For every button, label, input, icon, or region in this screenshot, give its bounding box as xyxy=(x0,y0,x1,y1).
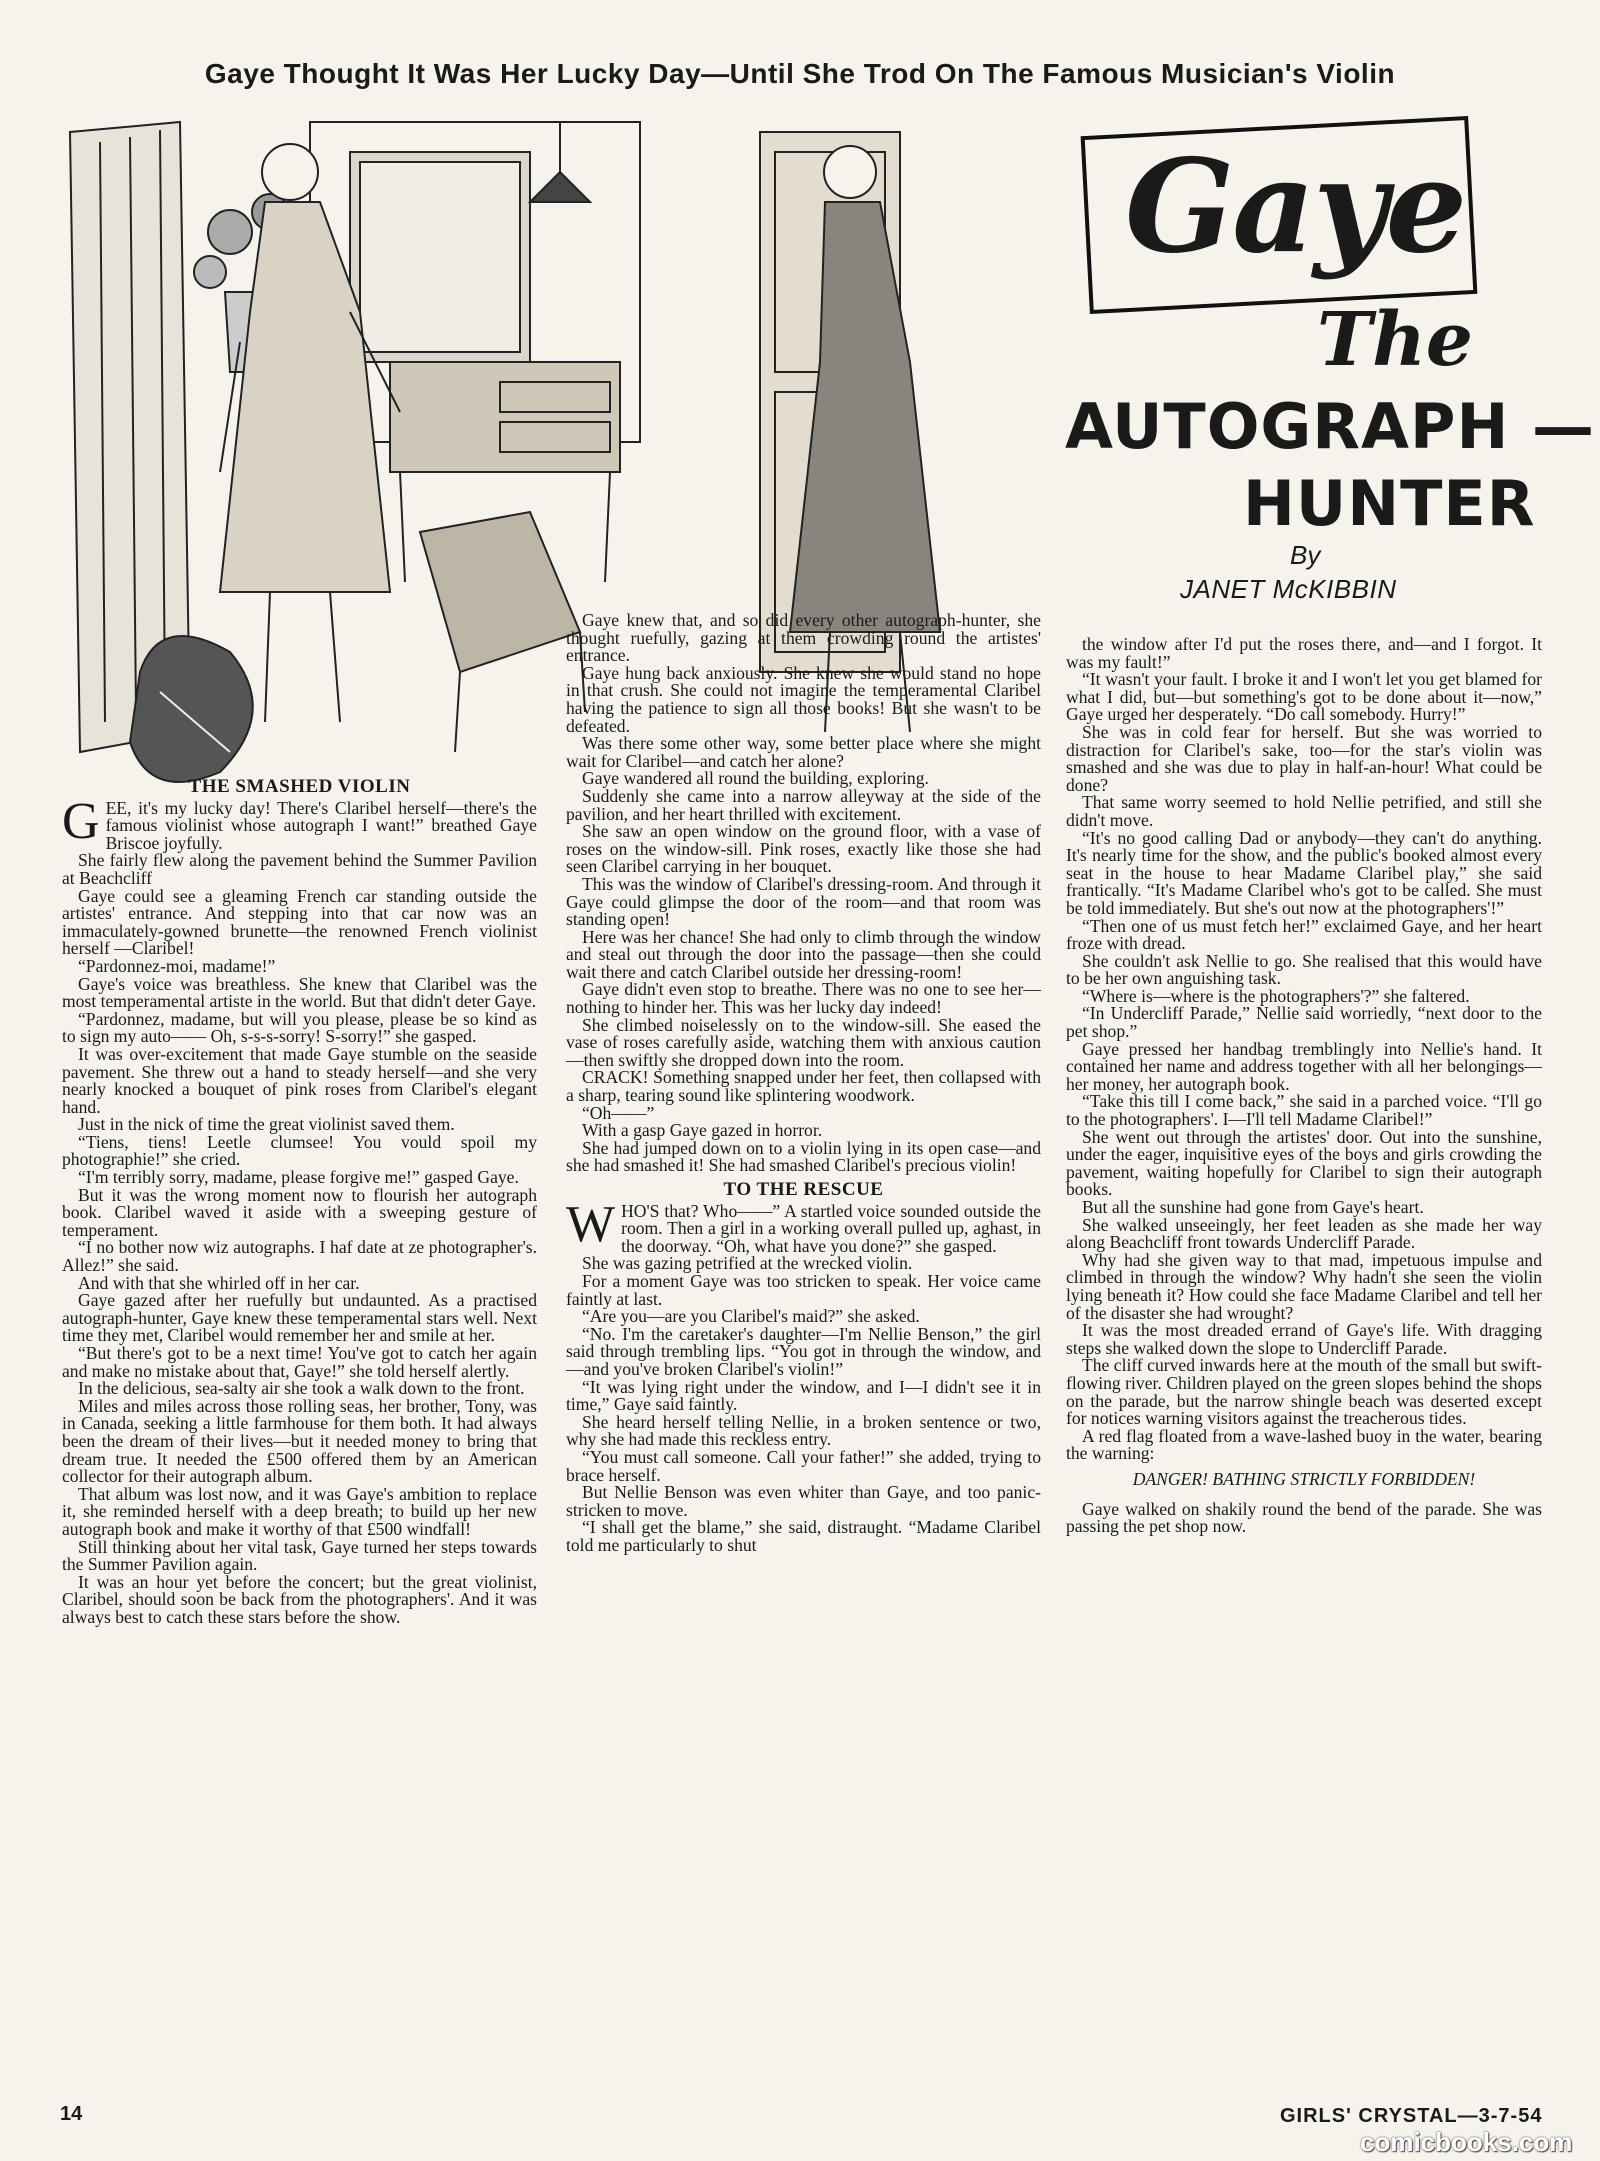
story-paragraph: “In Undercliff Parade,” Nellie said worriedly, “next door to the pet shop.” xyxy=(1066,1003,1542,1042)
story-paragraph: “You must call someone. Call your father!” she added, trying to brace herself. xyxy=(566,1446,1041,1485)
story-paragraph: She was in cold fear for herself. But she was worried to distraction for Claribel's sake, too—for the star's violin was smashed and she was due to play in half-an-hour! What could be done? xyxy=(1066,721,1542,795)
story-paragraph: That album was lost now, and it was Gaye's ambition to replace it, she reminded herself with a deep breath; to build up her new autograph book and make it worthy of that £500 windfall! xyxy=(62,1483,537,1539)
story-paragraph: Gaye pressed her handbag tremblingly into Nellie's hand. It contained her name and address together with all her belongings—her money, her autograph book. xyxy=(1066,1038,1542,1094)
story-paragraph: “I'm terribly sorry, madame, please forgive me!” gasped Gaye. xyxy=(78,1167,519,1188)
story-paragraph: This was the window of Claribel's dressing-room. And through it Gaye could glimpse the door of the room—and that room was standing open! xyxy=(566,873,1041,930)
story-paragraph: “Where is—where is the photographers'?” she faltered. xyxy=(1082,985,1470,1006)
story-paragraph: “But there's got to be a next time! You've got to catch her again and make no mistake about that, Gaye!” she told herself alertly. xyxy=(62,1343,537,1381)
story-paragraph: She heard herself telling Nellie, in a broken sentence or two, why she had made this reckless entry. xyxy=(566,1411,1041,1450)
story-paragraph: She couldn't ask Nellie to go. She realised that this would have to be her own anguishing task. xyxy=(1066,950,1542,989)
story-paragraph: In the delicious, sea-salty air she took a walk down to the front. xyxy=(78,1378,525,1399)
story-paragraph: Was there some other way, some better place where she might wait for Claribel—and catch her alone? xyxy=(566,733,1041,771)
section-heading: THE SMASHED VIOLIN xyxy=(188,776,411,797)
title-line-2: HUNTER xyxy=(1243,467,1536,540)
warning-sign-text: DANGER! BATHING STRICTLY FORBIDDEN! xyxy=(1132,1468,1476,1489)
story-title-block xyxy=(1065,112,1595,612)
story-paragraph: Miles and miles across those rolling seas, her brother, Tony, was in Canada, seeking a little farmhouse for them both. It had always been the dream of their lives—but it needed money to bring that dream true. It needed the £500 offered them by an American collector for their autograph album. xyxy=(62,1395,537,1487)
byline-by: By xyxy=(1290,540,1321,570)
story-paragraph: Gaye's voice was breathless. She knew that Claribel was the most temperamental artiste in the world. But that didn't deter Gaye. xyxy=(62,973,537,1012)
story-paragraph: She walked unseeingly, her feet leaden as she made her way along Beachcliff front towards Undercliff Parade. xyxy=(1066,1214,1542,1253)
story-paragraph: For a moment Gaye was too stricken to speak. Her voice came faintly at last. xyxy=(566,1270,1041,1309)
story-paragraph: She was gazing petrified at the wrecked violin. xyxy=(582,1253,913,1274)
paragraph-text: HO'S that? Who——” A startled voice sounded outside the room. Then a girl in a working overall pulled up, aghast, in the doorway. “Oh, what have you done?” she gasped. xyxy=(621,1200,1041,1256)
story-paragraph: “Oh——” xyxy=(582,1102,655,1123)
story-paragraph: And with that she whirled off in her car. xyxy=(78,1272,360,1293)
story-paragraph: “It was lying right under the window, and I—I didn't see it in time,” Gaye said faintly. xyxy=(566,1376,1041,1415)
story-paragraph: Gaye could see a gleaming French car standing outside the artistes' entrance. And stepping into that car now was an immaculately-gowned brunette—the renowned French violinist herself —Claribel! xyxy=(62,885,537,959)
story-paragraph: “Pardonnez-moi, madame!” xyxy=(78,955,276,976)
story-paragraph xyxy=(566,1195,1041,1256)
story-paragraph: “Take this till I come back,” she said in a parched voice. “I'll go to the photographers'. I—I'll tell Madame Claribel!” xyxy=(1066,1091,1542,1130)
story-paragraph: The cliff curved inwards here at the mouth of the small but swift-flowing river. Children played on the green slopes behind the shops on the parade, but the narrow shingle beach was deserted except for notices warning visitors against the treacherous tides. xyxy=(1066,1355,1542,1429)
story-paragraph: A red flag floated from a wave-lashed buoy in the water, bearing the warning: xyxy=(1066,1425,1542,1464)
story-paragraph: “I no bother now wiz autographs. I haf date at ze photographer's. Allez!” she said. xyxy=(62,1237,537,1276)
story-paragraph: “Pardonnez, madame, but will you please, please be so kind as to sign my auto—— Oh, s-s-s-sorry! S-sorry!” she gasped. xyxy=(62,1008,537,1047)
story-paragraph: Gaye walked on shakily round the bend of the parade. She was passing the pet shop now. xyxy=(1066,1498,1542,1537)
drop-cap: G xyxy=(62,792,100,850)
story-paragraph: Still thinking about her vital task, Gaye turned her steps towards the Summer Pavilion again. xyxy=(62,1536,537,1575)
story-paragraph: Gaye wandered all round the building, exploring. xyxy=(582,768,929,789)
story-paragraph: “Then one of us must fetch her!” exclaimed Gaye, and her heart froze with dread. xyxy=(1066,915,1542,954)
story-paragraph: Here was her chance! She had only to climb through the window and steal out through the door into the passage—then she could wait there and catch Claribel outside her dressing-room! xyxy=(566,926,1041,982)
story-paragraph: It was the most dreaded errand of Gaye's life. With dragging steps she walked down the slope to Undercliff Parade. xyxy=(1066,1320,1542,1358)
story-paragraph: “I shall get the blame,” she said, distraught. “Madame Claribel told me particularly to shut xyxy=(566,1517,1041,1555)
story-paragraph: Gaye gazed after her ruefully but undaunted. As a practised autograph-hunter, Gaye knew these temperamental stars well. Next time they met, Claribel would remember her and smile at her. xyxy=(62,1290,537,1346)
story-paragraph: She went out through the artistes' door. Out into the sunshine, under the eager, inquisitive eyes of the boys and girls crowding the pavement, waiting hopefully for Claribel to sign their autograph books. xyxy=(1066,1126,1542,1200)
story-paragraph: “Tiens, tiens! Leetle clumsee! You vould spoil my photographie!” she cried. xyxy=(62,1131,537,1170)
story-paragraph: She had jumped down on to a violin lying in its open case—and she had smashed it! She had smashed Claribel's precious violin! xyxy=(566,1137,1041,1176)
story-paragraph: Gaye didn't even stop to breathe. There was no one to see her—nothing to hinder her. This was her lucky day indeed! xyxy=(566,979,1041,1018)
byline-author: JANET McKIBBIN xyxy=(1180,574,1397,604)
column-1 xyxy=(62,772,537,1627)
story-paragraph: She saw an open window on the ground floor, with a vase of roses on the window-sill. Pink roses, exactly like those she had seen Claribel carrying in her bouquet. xyxy=(566,821,1041,877)
story-paragraph: Gaye knew that, and so did every other autograph-hunter, she thought ruefully, gazing at them crowding round the artistes' entrance. xyxy=(566,610,1041,666)
column-3 xyxy=(1066,636,1542,1536)
title-the: The xyxy=(1317,297,1473,383)
drop-cap: W xyxy=(566,1195,616,1253)
story-paragraph: But it was the wrong moment now to flourish her autograph book. Claribel waved it aside with a sweeping gesture of temperament. xyxy=(62,1184,537,1240)
story-paragraph xyxy=(62,792,537,853)
story-paragraph: “No. I'm the caretaker's daughter—I'm Nellie Benson,” the girl said through trembling lips. “You got in through the window, and —and you've broken Claribel's violin!” xyxy=(566,1323,1041,1379)
story-paragraph: Gaye hung back anxiously. She knew she would stand no hope in that crush. She could not imagine the temperamental Claribel having the patience to sign all those books! But she wasn't to be defeated. xyxy=(566,662,1041,736)
story-paragraph: “It wasn't your fault. I broke it and I won't let you get blamed for what I did, but—but something's got to be done about it—now,” Gaye urged her desperately. “Do call somebody. Hurry!” xyxy=(1066,669,1542,725)
story-paragraph: That same worry seemed to hold Nellie petrified, and still she didn't move. xyxy=(1066,792,1542,830)
page-headline: Gaye Thought It Was Her Lucky Day—Until She Trod On The Famous Musician's Violin xyxy=(204,58,1396,89)
column-2 xyxy=(566,612,1041,1554)
story-paragraph: CRACK! Something snapped under her feet, then collapsed with a sharp, tearing sound like splintering woodwork. xyxy=(566,1067,1041,1106)
watermark: comicbooks.com xyxy=(1360,2127,1573,2157)
story-paragraph: But Nellie Benson was even whiter than Gaye, and too panic-stricken to move. xyxy=(566,1482,1041,1520)
story-paragraph: It was over-excitement that made Gaye stumble on the seaside pavement. She threw out a hand to steady herself—and she very nearly knocked a bouquet of pink roses from Claribel's elegant hand. xyxy=(62,1043,537,1117)
story-paragraph: With a gasp Gaye gazed in horror. xyxy=(582,1120,823,1141)
story-paragraph: It was an hour yet before the concert; but the great violinist, Claribel, should soon be back from the photographers'. And it was always best to catch these stars before the show. xyxy=(62,1571,537,1627)
story-paragraph: Suddenly she came into a narrow alleyway at the side of the pavilion, and her heart thrilled with excitement. xyxy=(566,785,1041,824)
story-paragraph: “Are you—are you Claribel's maid?” she asked. xyxy=(582,1306,920,1327)
story-paragraph: She climbed noiselessly on to the window-sill. She eased the vase of roses carefully aside, watching them with anxious caution—then swiftly she dropped down into the room. xyxy=(566,1014,1041,1070)
page-number: 14 xyxy=(60,2103,83,2125)
title-line-1: AUTOGRAPH — xyxy=(1065,390,1595,463)
story-paragraph: Just in the nick of time the great violinist saved them. xyxy=(78,1114,455,1135)
story-paragraph: Why had she given way to that mad, impetuous impulse and climbed in through the window? Why hadn't she seen the violin lying beneath it? How could she face Madame Claribel and tell her of the disaster she had wrought? xyxy=(1066,1249,1542,1323)
title-name: Gaye xyxy=(1124,132,1466,282)
issue-line: GIRLS' CRYSTAL—3-7-54 xyxy=(1280,2105,1543,2127)
paragraph-text: EE, it's my lucky day! There's Claribel herself—there's the famous violinist whose autograph I want!” breathed Gaye Briscoe joyfully. xyxy=(105,797,537,853)
story-paragraph: But all the sunshine had gone from Gaye's heart. xyxy=(1082,1197,1424,1217)
story-paragraph: the window after I'd put the roses there, and—and I forgot. It was my fault!” xyxy=(1066,634,1542,672)
story-paragraph: She fairly flew along the pavement behind the Summer Pavilion at Beachcliff xyxy=(62,850,537,888)
story-paragraph: “It's no good calling Dad or anybody—they can't do anything. It's nearly time for the show, and the public's booked almost every seat in the house to hear Madame Claribel play,” she said frantically. “It's Madame Claribel who's got to be called. She must be told immediately. But she's out now at the photographers'!” xyxy=(1066,827,1542,918)
section-heading: TO THE RESCUE xyxy=(723,1179,884,1200)
